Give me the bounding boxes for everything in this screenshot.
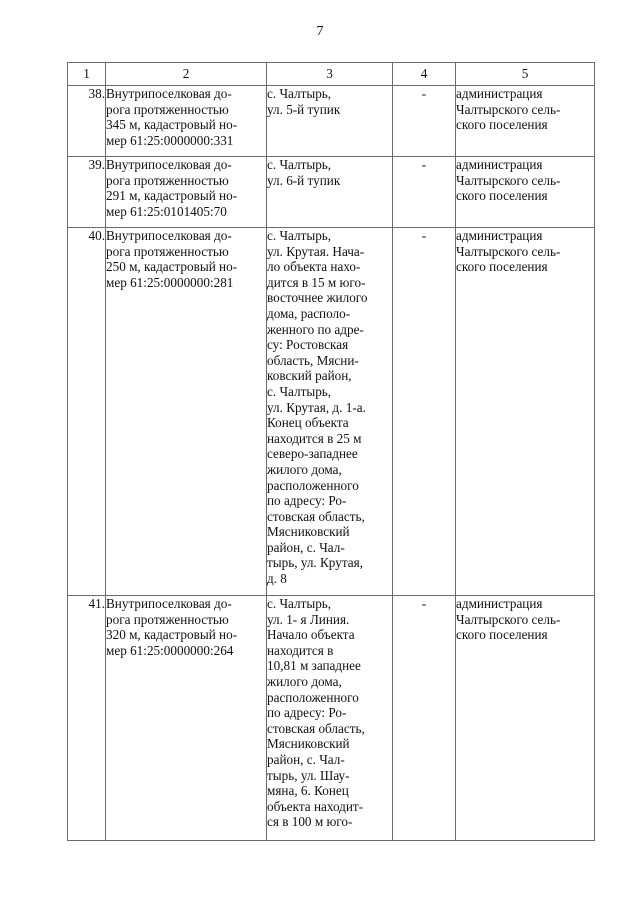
text-line: Внутрипоселковая до-: [106, 228, 232, 243]
text-line: ло объекта нахо-: [267, 259, 361, 275]
header-cell-2: 2: [106, 63, 267, 86]
text-line: с. Чалтырь,: [267, 383, 332, 399]
text-line: расположенного: [267, 477, 359, 493]
text-line: дится в 15 м юго-: [267, 274, 366, 290]
header-cell-3: 3: [267, 63, 393, 86]
row-number: 40.: [68, 228, 106, 596]
text-line: по адресу: Ро-: [267, 493, 347, 509]
text-line: ся в 100 м юго-: [267, 814, 353, 830]
text-line: объекта находит-: [267, 798, 364, 814]
text-line: Чалтырского сель-: [456, 172, 561, 188]
text-line: женного по адре-: [267, 321, 364, 337]
text-line: северо-западнее: [267, 446, 358, 462]
table-row: [68, 86, 595, 157]
text-line: дома, располо-: [267, 305, 351, 321]
text-line: Внутрипоселковая до-: [106, 596, 232, 611]
table-header-row: [68, 63, 595, 86]
text-line: область, Мясни-: [267, 352, 359, 368]
text-line: администрация: [456, 157, 543, 172]
text-line: с. Чалтырь,: [267, 86, 332, 101]
row-number: 41.: [68, 596, 106, 841]
text-line: Чалтырского сель-: [456, 611, 561, 627]
text-line: находится в 25 м: [267, 430, 362, 446]
text-line: ского поселения: [456, 188, 548, 204]
column-4-value: -: [393, 596, 456, 841]
object-owner: [456, 157, 595, 228]
object-address: [267, 86, 393, 157]
text-line: 10,81 м западнее: [267, 658, 361, 674]
text-line: ул. Крутая, д. 1-а.: [267, 399, 366, 415]
object-owner: [456, 228, 595, 596]
text-line: жилого дома,: [267, 461, 342, 477]
text-line: рога протяженностью: [106, 172, 229, 188]
text-line: тырь, ул. Крутая,: [267, 555, 363, 571]
text-line: 291 м, кадастровый но-: [106, 188, 238, 204]
text-line: с. Чалтырь,: [267, 157, 332, 172]
text-line: ского поселения: [456, 627, 548, 643]
text-line: район, с. Чал-: [267, 751, 345, 767]
text-line: 320 м, кадастровый но-: [106, 627, 238, 643]
table-row: [68, 157, 595, 228]
text-line: район, с. Чал-: [267, 539, 345, 555]
object-name: [106, 596, 267, 841]
text-line: по адресу: Ро-: [267, 705, 347, 721]
text-line: Мясниковский: [267, 736, 350, 752]
text-line: мер 61:25:0000000:331: [106, 132, 234, 148]
text-line: мер 61:25:0000000:281: [106, 274, 234, 290]
text-line: стовская область,: [267, 508, 365, 524]
page-number: 7: [316, 24, 324, 39]
object-name: [106, 86, 267, 157]
text-line: рога протяженностью: [106, 101, 229, 117]
text-line: рога протяженностью: [106, 611, 229, 627]
text-line: Чалтырского сель-: [456, 101, 561, 117]
text-line: ул. 6-й тупик: [267, 172, 341, 188]
registry-table: [67, 62, 595, 841]
text-line: находится в: [267, 642, 334, 658]
text-line: рога протяженностью: [106, 243, 229, 259]
column-4-value: -: [393, 228, 456, 596]
column-4-value: -: [393, 157, 456, 228]
text-line: 345 м, кадастровый но-: [106, 117, 238, 133]
text-line: восточнее жилого: [267, 290, 368, 306]
text-line: Конец объекта: [267, 415, 349, 431]
text-line: администрация: [456, 596, 543, 611]
object-address: [267, 157, 393, 228]
text-line: Чалтырского сель-: [456, 243, 561, 259]
column-4-value: -: [393, 86, 456, 157]
text-line: расположенного: [267, 689, 359, 705]
text-line: Внутрипоселковая до-: [106, 157, 232, 172]
object-name: [106, 228, 267, 596]
text-line: ул. Крутая. Нача-: [267, 243, 365, 259]
text-line: ул. 1- я Линия.: [267, 611, 350, 627]
object-owner: [456, 596, 595, 841]
text-line: Начало объекта: [267, 627, 355, 643]
text-line: Мясниковский: [267, 524, 350, 540]
text-line: администрация: [456, 228, 543, 243]
text-line: ул. 5-й тупик: [267, 101, 341, 117]
header-cell-1: 1: [68, 63, 106, 86]
object-name: [106, 157, 267, 228]
object-address: [267, 596, 393, 841]
table-row: [68, 596, 595, 841]
text-line: мер 61:25:0000000:264: [106, 642, 234, 658]
text-line: тырь, ул. Шау-: [267, 767, 350, 783]
text-line: мер 61:25:0101405:70: [106, 203, 227, 219]
object-owner: [456, 86, 595, 157]
text-line: 250 м, кадастровый но-: [106, 259, 238, 275]
text-line: ского поселения: [456, 117, 548, 133]
text-line: Внутрипоселковая до-: [106, 86, 232, 101]
table-row: [68, 228, 595, 596]
text-line: стовская область,: [267, 720, 365, 736]
text-line: мяна, 6. Конец: [267, 783, 349, 799]
text-line: д. 8: [267, 571, 287, 587]
text-line: ковский район,: [267, 368, 352, 384]
text-line: су: Ростовская: [267, 337, 349, 353]
text-line: с. Чалтырь,: [267, 228, 332, 243]
object-address: [267, 228, 393, 596]
row-number: 39.: [68, 157, 106, 228]
text-line: с. Чалтырь,: [267, 596, 332, 611]
row-number: 38.: [68, 86, 106, 157]
text-line: ского поселения: [456, 259, 548, 275]
header-cell-4: 4: [393, 63, 456, 86]
header-cell-5: 5: [456, 63, 595, 86]
text-line: жилого дома,: [267, 673, 342, 689]
text-line: администрация: [456, 86, 543, 101]
